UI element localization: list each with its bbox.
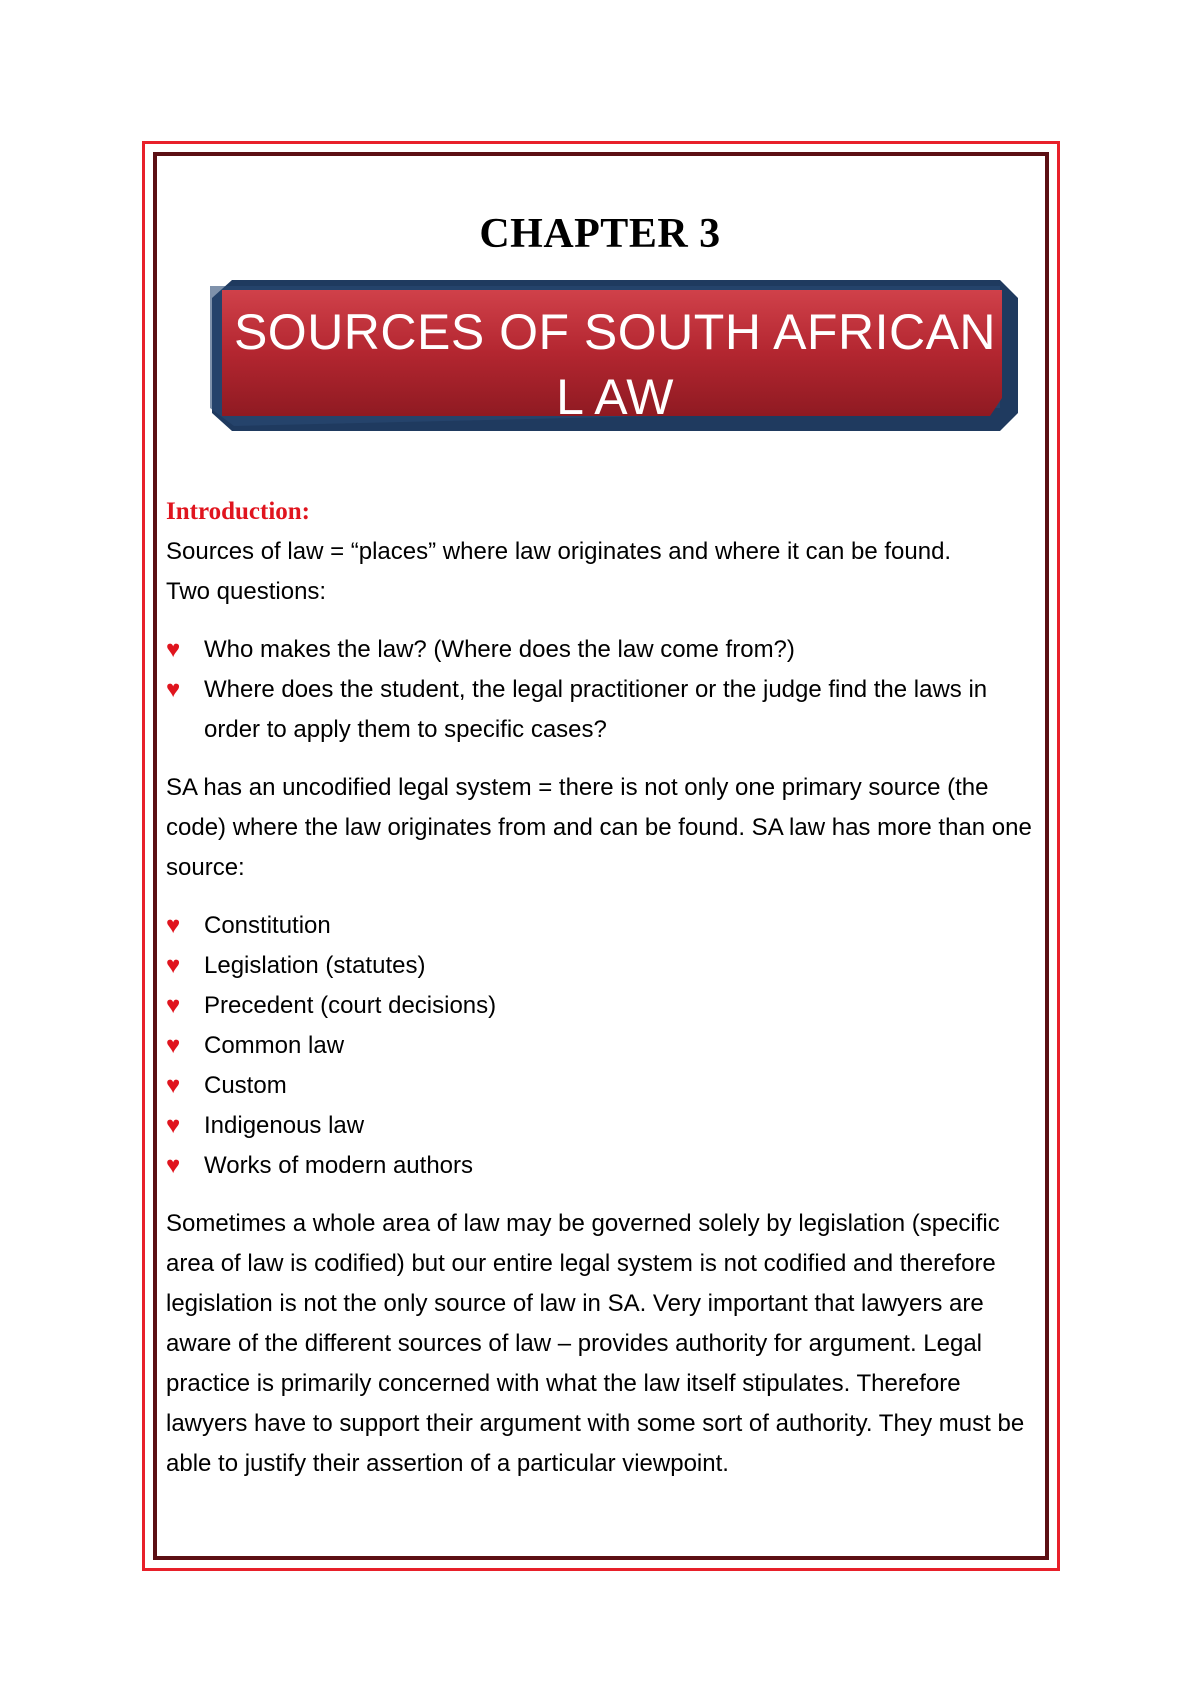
list-item: ♥ Custom xyxy=(166,1066,1046,1106)
title-banner xyxy=(210,278,1020,433)
list-item: ♥ Legislation (statutes) xyxy=(166,946,1046,986)
list-item: ♥ Constitution xyxy=(166,906,1046,946)
questions-list xyxy=(166,630,1046,750)
heart-icon: ♥ xyxy=(166,636,181,663)
list-item: ♥ Indigenous law xyxy=(166,1106,1046,1146)
sources-list xyxy=(166,906,1046,1186)
banner-title-line-2: L AW xyxy=(556,369,674,425)
heart-icon: ♥ xyxy=(166,1032,181,1059)
heart-icon: ♥ xyxy=(166,676,181,703)
list-item: ♥ Where does the student, the legal practitioner or the judge find the laws in order to apply them to specific cases? xyxy=(166,670,1046,750)
heart-icon: ♥ xyxy=(166,912,181,939)
heart-icon: ♥ xyxy=(166,1072,181,1099)
heart-icon: ♥ xyxy=(166,1112,181,1139)
heart-icon: ♥ xyxy=(166,952,181,979)
intro-definition: Sources of law = “places” where law originates and where it can be found. xyxy=(166,538,952,565)
list-item: ♥ Precedent (court decisions) xyxy=(166,986,1046,1026)
intro-two-questions: Two questions: xyxy=(166,578,327,605)
uncodified-paragraph: SA has an uncodified legal system = there is not only one primary source (the code) where the law originates from and can be found. SA law has more than one source: xyxy=(166,774,1032,881)
chapter-content xyxy=(166,492,1046,1484)
introduction-heading: Introduction: xyxy=(166,498,311,525)
heart-icon: ♥ xyxy=(166,1152,181,1179)
banner-title-line-1: SOURCES OF SOUTH AFRICAN xyxy=(233,304,997,360)
heart-icon: ♥ xyxy=(166,992,181,1019)
list-item: ♥ Common law xyxy=(166,1026,1046,1066)
closing-paragraph: Sometimes a whole area of law may be governed solely by legislation (specific area of law is codified) but our entire legal system is not codified and therefore legislation is not the only source of law in SA. Very important that lawyers are aware of the different sources of law – provides authority for argument. Legal practice is primarily concerned with what the law itself stipulates. Therefore lawyers have to support their argument with some sort of authority. They must be able to justify their assertion of a particular viewpoint. xyxy=(166,1210,1025,1477)
chapter-title: CHAPTER 3 xyxy=(479,211,721,257)
list-item: ♥ Who makes the law? (Where does the law come from?) xyxy=(166,630,1046,670)
list-item: ♥ Works of modern authors xyxy=(166,1146,1046,1186)
